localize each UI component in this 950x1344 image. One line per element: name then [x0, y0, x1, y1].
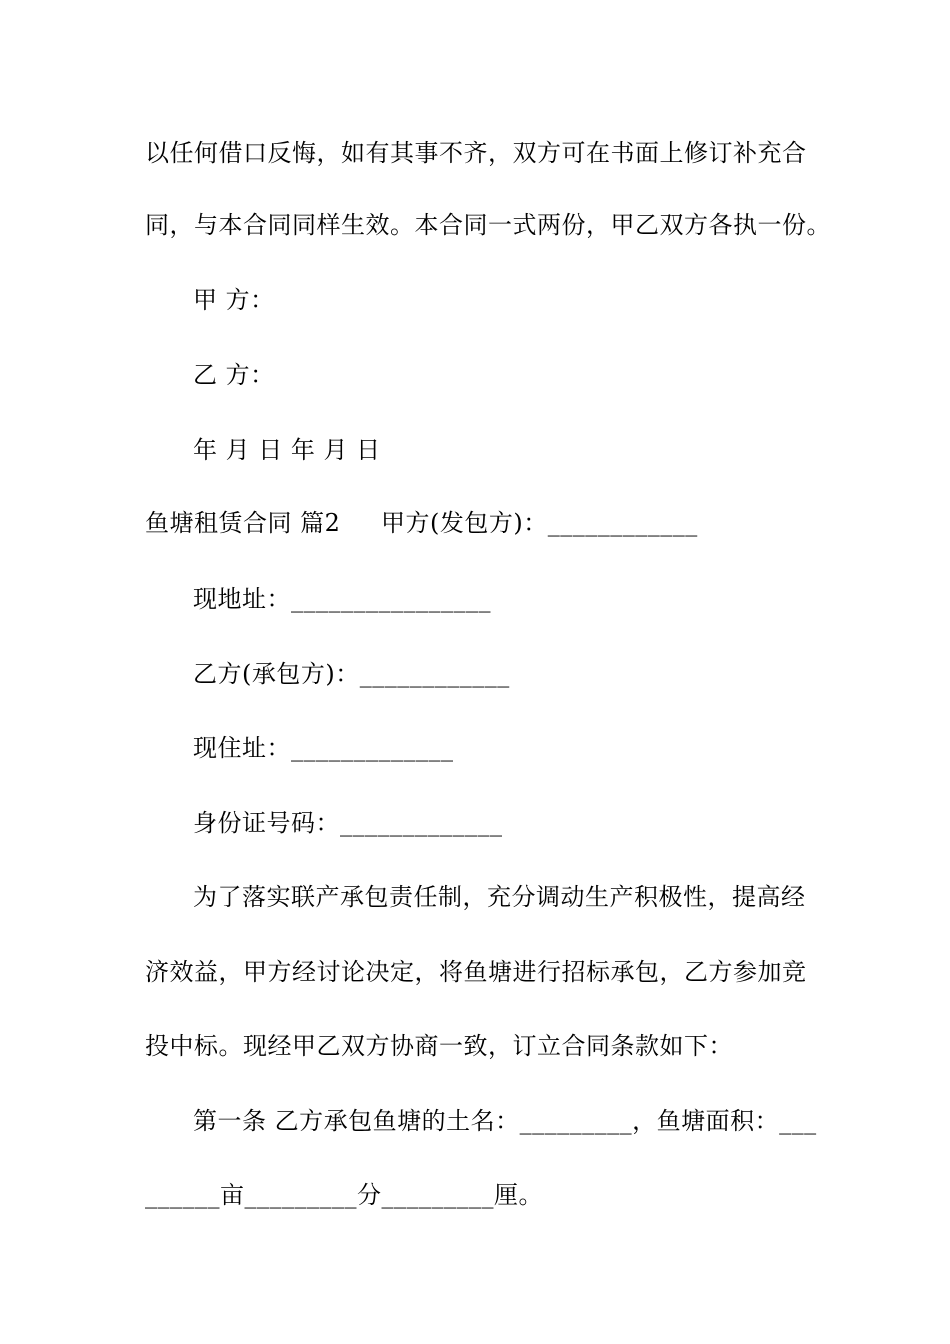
date-line: 年 月 日 年 月 日 [193, 436, 381, 464]
article-one-line-1: 第一条 乙方承包鱼塘的土名：_________，鱼塘面积：___ [193, 1107, 817, 1135]
residence-address-field: 现住址：_____________ [193, 734, 454, 762]
paragraph-line-4: 济效益，甲方经讨论决定，将鱼塘进行招标承包，乙方参加竞 [145, 958, 807, 986]
paragraph-line-3: 为了落实联产承包责任制，充分调动生产积极性，提高经 [193, 883, 806, 911]
paragraph-line-5: 投中标。现经甲乙双方协商一致，订立合同条款如下： [145, 1032, 733, 1060]
article-one-line-2: ______亩_________分_________厘。 [145, 1181, 543, 1209]
contract-title-line: 鱼塘租赁合同 篇2 甲方(发包方)：____________ [145, 509, 698, 537]
current-address-field: 现地址：________________ [193, 585, 491, 613]
party-a-label: 甲 方： [193, 286, 275, 314]
party-b-label: 乙 方： [193, 361, 275, 389]
id-number-field: 身份证号码：_____________ [193, 809, 503, 837]
party-b-field: 乙方(承包方)：____________ [193, 660, 510, 688]
paragraph-line-1: 以任何借口反悔，如有其事不齐，双方可在书面上修订补充合 [145, 139, 807, 167]
paragraph-line-2: 同，与本合同同样生效。本合同一式两份，甲乙双方各执一份。 [145, 211, 831, 239]
